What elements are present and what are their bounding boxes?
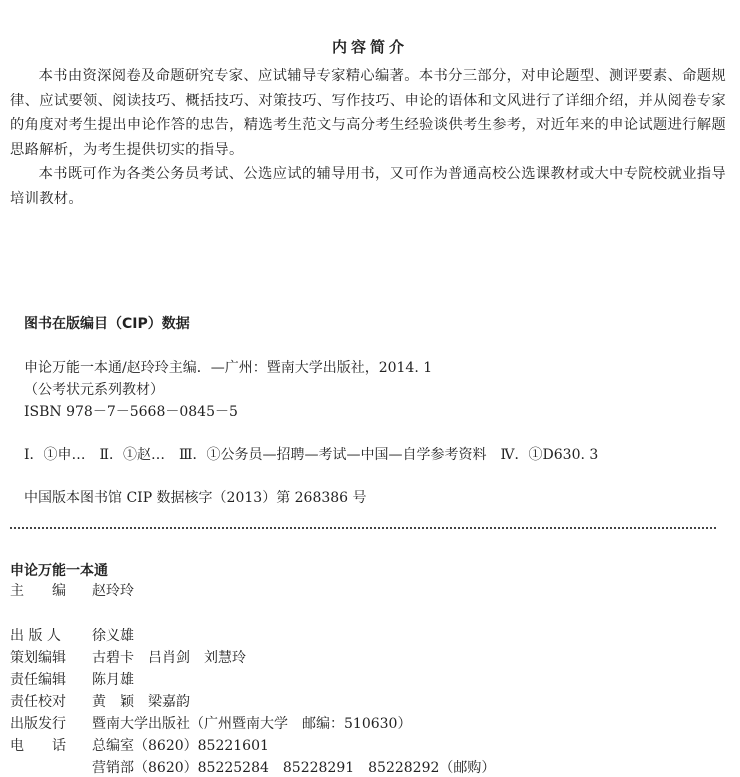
credit-label-publisher: 出 版 人 [10,628,61,644]
intro-paragraph-1: 本书由资深阅卷及命题研究专家、应试辅导专家精心编著。本书分三部分，对申论题型、测评要素、命题规律、应试要领、阅读技巧、概括技巧、对策技巧、写作技巧、申论的语体和文风进行了详细介绍，并从阅卷专家的角度对考生提出申论作答的忠告，精选考生范文与高分考生经验谈供考生参考，对近年来的申论试题进行解题思路解析，为考生提供切实的指导。 [10,68,726,158]
cip-classification: Ⅰ．①申… Ⅱ．①赵… Ⅲ．①公务员—招聘—考试—中国—自学参考资料 Ⅳ．①D630. 3 [24,447,599,463]
credit-value-distribution: 暨南大学出版社（广州暨南大学 邮编：510630） [92,716,412,732]
credit-value-proofreaders: 黄 颖 梁嘉韵 [92,694,190,710]
credit-label-planning-editors: 策划编辑 [10,650,66,666]
credit-value-phone-marketing: 营销部（8620）85225284 85228291 85228292（邮购） [92,760,496,776]
intro-title: 内容简介 [331,38,408,56]
credit-value-publisher: 徐义雄 [92,628,134,644]
credit-value-editor: 赵玲玲 [92,583,134,599]
credit-label-responsible-editor: 责任编辑 [10,672,66,688]
intro-paragraph-2: 本书既可作为各类公务员考试、公选应试的辅导用书，又可作为普通高校公选课教材或大中专院校就业指导培训教材。 [10,166,726,207]
credit-label-proofreaders: 责任校对 [10,694,66,710]
cip-record-number: 中国版本图书馆 CIP 数据核字（2013）第 268386 号 [24,490,367,506]
cip-series-line: （公考状元系列教材） [24,382,164,398]
credit-label-phone: 电 话 [10,738,66,754]
credit-label-distribution: 出版发行 [10,716,66,732]
credit-value-phone-editorial: 总编室（8620）85221601 [92,738,269,754]
cip-catalog-line: 申论万能一本通/赵玲玲主编．—广州：暨南大学出版社，2014. 1 [24,360,433,376]
credit-label-editor: 主 编 [10,583,66,599]
credit-value-planning-editors: 古碧卡 吕肖剑 刘慧玲 [92,650,246,666]
credit-value-responsible-editor: 陈月雄 [92,672,134,688]
cip-heading: 图书在版编目（CIP）数据 [24,316,190,332]
dotted-divider [10,527,716,529]
book-title: 申论万能一本通 [10,563,108,579]
cip-isbn: ISBN 978－7－5668－0845－5 [24,404,238,420]
